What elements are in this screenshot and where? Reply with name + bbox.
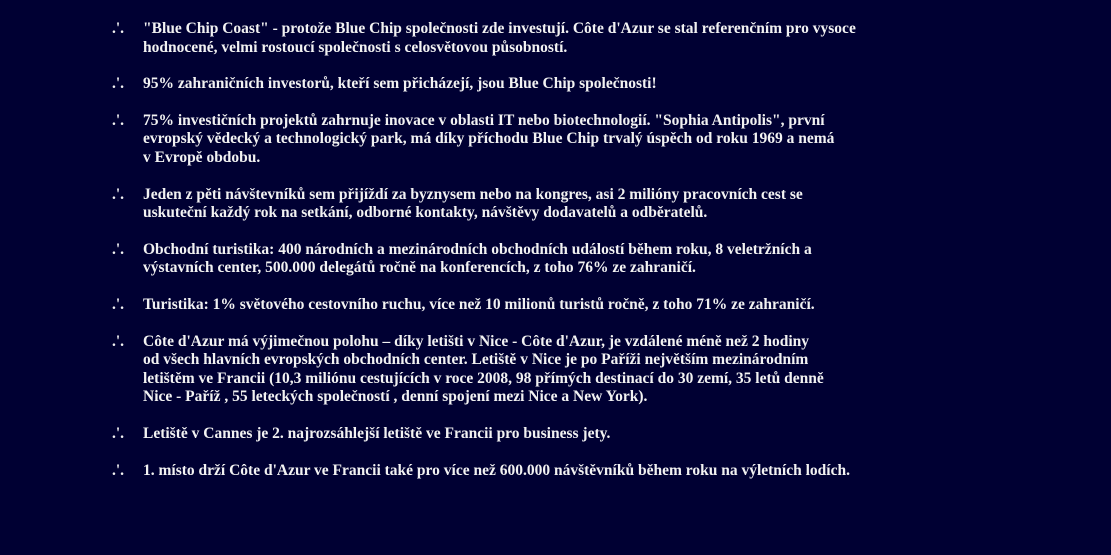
bullet-text (143, 20, 1102, 57)
bullet-line: hodnocené, velmi rostoucí společnosti s celosvětovou působností. (143, 38, 568, 56)
bullet-text (143, 112, 1102, 168)
bullet-item-9 (112, 462, 1102, 481)
bullet-line: od všech hlavních evropských obchodních center. Letiště v Nice je po Paříži největším mezinárodním (143, 351, 809, 369)
bullet-text (143, 333, 1102, 407)
bullet-line: Jeden z pěti návštevníků sem přijíždí za byznysem nebo na kongres, asi 2 milióny pracovních cest se (143, 185, 803, 203)
bullet-item-2 (112, 75, 1102, 94)
bullet-item-5 (112, 241, 1102, 278)
bullet-line: výstavních center, 500.000 delegátů ročně na konferencích, z toho 76% ze zahraničí. (143, 259, 696, 277)
bullet-line: letištěm ve Francii (10,3 miliónu cestujících v roce 2008, 98 přímých destinací do 30 zemí, 35 letů denně (143, 369, 824, 387)
bullet-line: "Blue Chip Coast" - protože Blue Chip společnosti zde investují. Côte d'Azur se stal referenčním pro vysoce (143, 20, 856, 37)
bullet-line: 75% investičních projektů zahrnuje inovace v oblasti IT nebo biotechnologií. "Sophia Antipolis", první (143, 111, 825, 129)
bullet-item-3 (112, 112, 1102, 168)
bullet-item-7 (112, 333, 1102, 407)
bullet-text (143, 186, 1102, 223)
bullet-marker: .'. (112, 20, 125, 37)
bullet-line: Nice - Paříž , 55 leteckých společností , denní spojení mezi Nice a New York). (143, 388, 648, 406)
bullet-text (143, 241, 1102, 278)
bullet-line: Turistika: 1% světového cestovního ruchu, více než 10 milionů turistů ročně, z toho 71% ze zahraničí. (143, 295, 815, 313)
bullet-marker: .'. (112, 295, 125, 313)
bullet-line: Obchodní turistika: 400 národních a mezinárodních obchodních událostí během roku, 8 veletržních a (143, 240, 812, 258)
bullet-item-4 (112, 186, 1102, 223)
bullet-text (143, 75, 1102, 94)
bullet-line: evropský vědecký a technologický park, má díky příchodu Blue Chip trvalý úspěch od roku 1969 a nemá (143, 130, 835, 148)
bullet-marker: .'. (112, 332, 125, 350)
bullet-text (143, 462, 1102, 481)
bullet-list (112, 20, 1102, 498)
bullet-marker: .'. (112, 461, 125, 479)
bullet-marker: .'. (112, 424, 125, 442)
bullet-text (143, 425, 1102, 444)
bullet-line: Côte d'Azur má výjimečnou polohu – díky letišti v Nice - Côte d'Azur, je vzdálené méně než 2 hodiny (143, 332, 810, 350)
bullet-line: 95% zahraničních investorů, kteří sem přicházejí, jsou Blue Chip společnosti! (143, 75, 657, 93)
bullet-line: Letiště v Cannes je 2. najrozsáhlejší letiště ve Francii pro business jety. (143, 424, 611, 442)
bullet-line: 1. místo drží Côte d'Azur ve Francii také pro více než 600.000 návštěvníků během roku na výletních lodích. (143, 461, 850, 479)
bullet-marker: .'. (112, 111, 125, 129)
bullet-line: uskuteční každý rok na setkání, odborné kontakty, návštěvy dodavatelů a odběratelů. (143, 204, 708, 222)
bullet-item-1 (112, 20, 1102, 57)
bullet-item-8 (112, 425, 1102, 444)
bullet-marker: .'. (112, 185, 125, 203)
bullet-text (143, 296, 1102, 315)
bullet-marker: .'. (112, 75, 125, 93)
bullet-marker: .'. (112, 240, 125, 258)
bullet-line: v Evropě obdobu. (143, 148, 261, 166)
bullet-item-6 (112, 296, 1102, 315)
